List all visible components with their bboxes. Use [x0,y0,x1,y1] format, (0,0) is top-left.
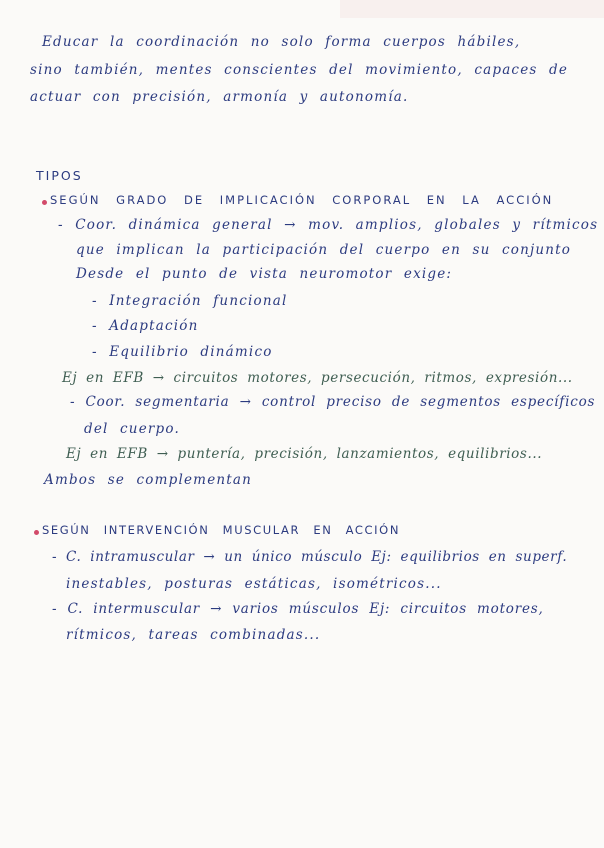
example-line-1: Ej en EFB → circuitos motores, persecución, ritmos, expresión... [62,370,573,386]
tipos-heading: TIPOS [36,168,83,183]
section-1-title: SEGÚN GRADO DE IMPLICACIÓN CORPORAL EN LA ACCIÓN [50,193,554,207]
dinamica-line-1: - Coor. dinámica general → mov. amplios, globales y rítmicos [58,217,599,233]
intramuscular-line-2: inestables, posturas estáticas, isométricos... [66,576,442,592]
section-2-bullet [34,530,39,535]
list-item-adaptacion: - Adaptación [92,318,199,334]
segmentaria-line-1: - Coor. segmentaria → control preciso de segmentos específicos [70,394,596,410]
dinamica-line-2: que implican la participación del cuerpo en su conjunto [76,242,572,258]
intro-line-2: sino también, mentes conscientes del movimiento, capaces de [30,62,569,78]
section-2-title: SEGÚN INTERVENCIÓN MUSCULAR EN ACCIÓN [42,523,401,537]
intermuscular-line-1: - C. intermuscular → varios músculos Ej: circuitos motores, [52,601,544,617]
example-line-2: Ej en EFB → puntería, precisión, lanzamientos, equilibrios... [66,446,543,462]
dinamica-line-3: Desde el punto de vista neuromotor exige: [76,266,453,282]
ambos-line: Ambos se complementan [44,472,253,488]
bleed-through-band [340,0,604,18]
intramuscular-line-1: - C. intramuscular → un único músculo Ej: equilibrios en superf. [52,549,568,565]
list-item-equilibrio: - Equilibrio dinámico [92,344,273,360]
section-1-bullet [42,200,47,205]
segmentaria-line-2: del cuerpo. [84,421,180,437]
intermuscular-line-2: rítmicos, tareas combinadas... [66,627,321,643]
list-item-integracion: - Integración funcional [92,293,288,309]
intro-line-1: Educar la coordinación no solo forma cuerpos hábiles, [42,34,521,50]
intro-line-3: actuar con precisión, armonía y autonomía. [30,89,409,105]
